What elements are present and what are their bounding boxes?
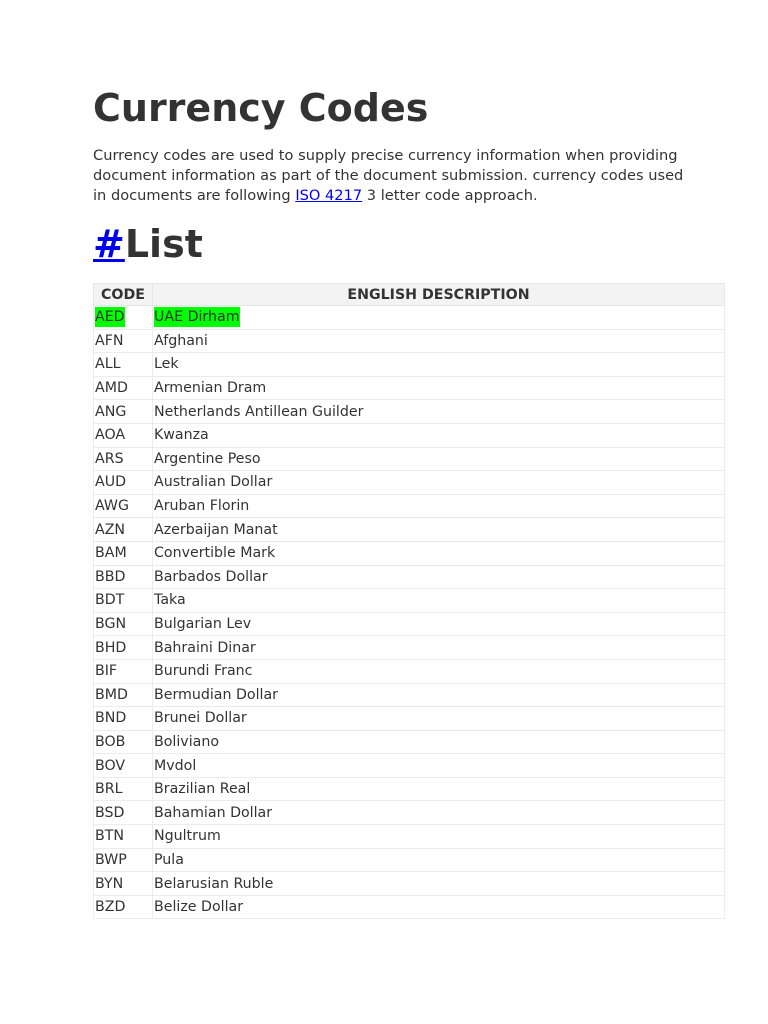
currency-code: BTN <box>95 828 125 845</box>
currency-description: Taka <box>154 592 186 609</box>
intro-paragraph <box>93 146 693 206</box>
table-row <box>94 636 725 660</box>
currency-code-cell <box>94 848 153 872</box>
table-row <box>94 518 725 542</box>
currency-code-cell <box>94 730 153 754</box>
currency-description-cell <box>153 306 725 330</box>
currency-description: Convertible Mark <box>154 545 276 562</box>
currency-code: BRL <box>95 781 123 798</box>
currency-description: Armenian Dram <box>154 380 267 397</box>
currency-description-cell <box>153 494 725 518</box>
currency-code-cell <box>94 329 153 353</box>
currency-code-cell <box>94 353 153 377</box>
currency-description: Bahraini Dinar <box>154 639 256 656</box>
currency-description-cell <box>153 777 725 801</box>
currency-description-cell <box>153 541 725 565</box>
table-row <box>94 659 725 683</box>
intro-text-before: Currency codes are used to supply precise currency information when providing document information as part of the document submission. currency codes used in documents are following <box>93 147 684 204</box>
table-row <box>94 707 725 731</box>
currency-code: BBD <box>95 568 126 585</box>
currency-code: BMD <box>95 686 128 703</box>
currency-code-cell <box>94 636 153 660</box>
table-row <box>94 801 725 825</box>
currency-description-cell <box>153 589 725 613</box>
currency-description: Belarusian Ruble <box>154 875 274 892</box>
section-title: List <box>124 222 203 266</box>
currency-table <box>93 283 725 919</box>
currency-description-cell <box>153 895 725 919</box>
currency-code: BDT <box>95 592 125 609</box>
currency-description: Bermudian Dollar <box>154 686 279 703</box>
currency-description-cell <box>153 707 725 731</box>
currency-description: Belize Dollar <box>154 899 244 916</box>
currency-description-cell <box>153 329 725 353</box>
currency-description-cell <box>153 400 725 424</box>
table-row <box>94 423 725 447</box>
table-row <box>94 447 725 471</box>
currency-description: Netherlands Antillean Guilder <box>154 403 364 420</box>
currency-code-cell <box>94 777 153 801</box>
currency-code: BND <box>95 710 127 727</box>
currency-description: Afghani <box>154 332 208 349</box>
currency-code-cell <box>94 872 153 896</box>
currency-code-cell <box>94 801 153 825</box>
section-heading-list <box>93 222 203 266</box>
currency-code: BIF <box>95 663 118 680</box>
currency-code-cell <box>94 471 153 495</box>
currency-code: BOV <box>95 757 126 774</box>
currency-code: BSD <box>95 804 125 821</box>
currency-code-cell <box>94 707 153 731</box>
table-row <box>94 848 725 872</box>
table-row <box>94 895 725 919</box>
currency-description-cell <box>153 376 725 400</box>
currency-description-cell <box>153 518 725 542</box>
currency-description-cell <box>153 848 725 872</box>
currency-description: Lek <box>154 356 179 373</box>
currency-code-cell <box>94 825 153 849</box>
currency-description: Australian Dollar <box>154 474 273 491</box>
currency-description: Argentine Peso <box>154 450 261 467</box>
currency-description-cell <box>153 471 725 495</box>
currency-description: Mvdol <box>154 757 197 774</box>
currency-code: ALL <box>95 356 121 373</box>
currency-code: AFN <box>95 332 124 349</box>
table-row <box>94 353 725 377</box>
table-row <box>94 541 725 565</box>
currency-description: Burundi Franc <box>154 663 253 680</box>
currency-description: Barbados Dollar <box>154 568 268 585</box>
currency-code: BHD <box>95 639 127 656</box>
currency-code-cell <box>94 306 153 330</box>
table-row <box>94 329 725 353</box>
currency-description: Azerbaijan Manat <box>154 521 278 538</box>
currency-code: BYN <box>95 875 124 892</box>
currency-code-cell <box>94 494 153 518</box>
table-row <box>94 306 725 330</box>
currency-code: ARS <box>95 450 124 467</box>
currency-code-cell <box>94 895 153 919</box>
currency-description-cell <box>153 754 725 778</box>
currency-code-cell <box>94 659 153 683</box>
currency-code: ANG <box>95 403 127 420</box>
currency-description-cell <box>153 612 725 636</box>
currency-code: AWG <box>95 498 129 515</box>
currency-description: UAE Dirham <box>154 309 240 326</box>
currency-description-cell <box>153 565 725 589</box>
currency-description-cell <box>153 636 725 660</box>
currency-code: BGN <box>95 616 127 633</box>
table-row <box>94 683 725 707</box>
column-header-code: CODE <box>94 284 153 306</box>
table-row <box>94 825 725 849</box>
currency-code: AED <box>95 309 125 326</box>
currency-code: BAM <box>95 545 127 562</box>
table-row <box>94 376 725 400</box>
currency-description-cell <box>153 801 725 825</box>
currency-code-cell <box>94 376 153 400</box>
iso-4217-link[interactable]: ISO 4217 <box>295 187 363 204</box>
currency-code-cell <box>94 400 153 424</box>
currency-code-cell <box>94 423 153 447</box>
currency-description-cell <box>153 447 725 471</box>
currency-description-cell <box>153 659 725 683</box>
table-row <box>94 494 725 518</box>
currency-code-cell <box>94 754 153 778</box>
currency-code-cell <box>94 518 153 542</box>
currency-description: Bahamian Dollar <box>154 804 273 821</box>
currency-description: Brazilian Real <box>154 781 251 798</box>
table-header-row <box>94 284 725 306</box>
currency-code: AOA <box>95 427 126 444</box>
currency-description: Aruban Florin <box>154 498 250 515</box>
currency-description: Pula <box>154 851 184 868</box>
table-row <box>94 565 725 589</box>
table-row <box>94 589 725 613</box>
table-row <box>94 612 725 636</box>
currency-description: Ngultrum <box>154 828 221 845</box>
intro-text-after: 3 letter code approach. <box>362 187 538 204</box>
currency-code: AUD <box>95 474 127 491</box>
currency-description-cell <box>153 353 725 377</box>
currency-code-cell <box>94 565 153 589</box>
table-row <box>94 872 725 896</box>
currency-code-cell <box>94 683 153 707</box>
table-row <box>94 400 725 424</box>
table-row <box>94 754 725 778</box>
currency-description: Brunei Dollar <box>154 710 247 727</box>
table-body <box>94 306 725 919</box>
currency-code: BOB <box>95 733 126 750</box>
column-header-description: ENGLISH DESCRIPTION <box>153 284 725 306</box>
currency-description: Bulgarian Lev <box>154 616 252 633</box>
section-anchor-link[interactable]: # <box>93 222 125 266</box>
table-row <box>94 730 725 754</box>
currency-code: BWP <box>95 851 127 868</box>
currency-code: AMD <box>95 380 128 397</box>
currency-description-cell <box>153 825 725 849</box>
currency-description: Boliviano <box>154 733 220 750</box>
currency-code-cell <box>94 447 153 471</box>
currency-description-cell <box>153 872 725 896</box>
currency-code-cell <box>94 589 153 613</box>
currency-description-cell <box>153 683 725 707</box>
table-row <box>94 777 725 801</box>
currency-description-cell <box>153 730 725 754</box>
currency-code: BZD <box>95 899 126 916</box>
currency-code-cell <box>94 541 153 565</box>
currency-description-cell <box>153 423 725 447</box>
currency-code: AZN <box>95 521 126 538</box>
page-title: Currency Codes <box>93 86 429 130</box>
currency-code-cell <box>94 612 153 636</box>
currency-description: Kwanza <box>154 427 209 444</box>
table-row <box>94 471 725 495</box>
